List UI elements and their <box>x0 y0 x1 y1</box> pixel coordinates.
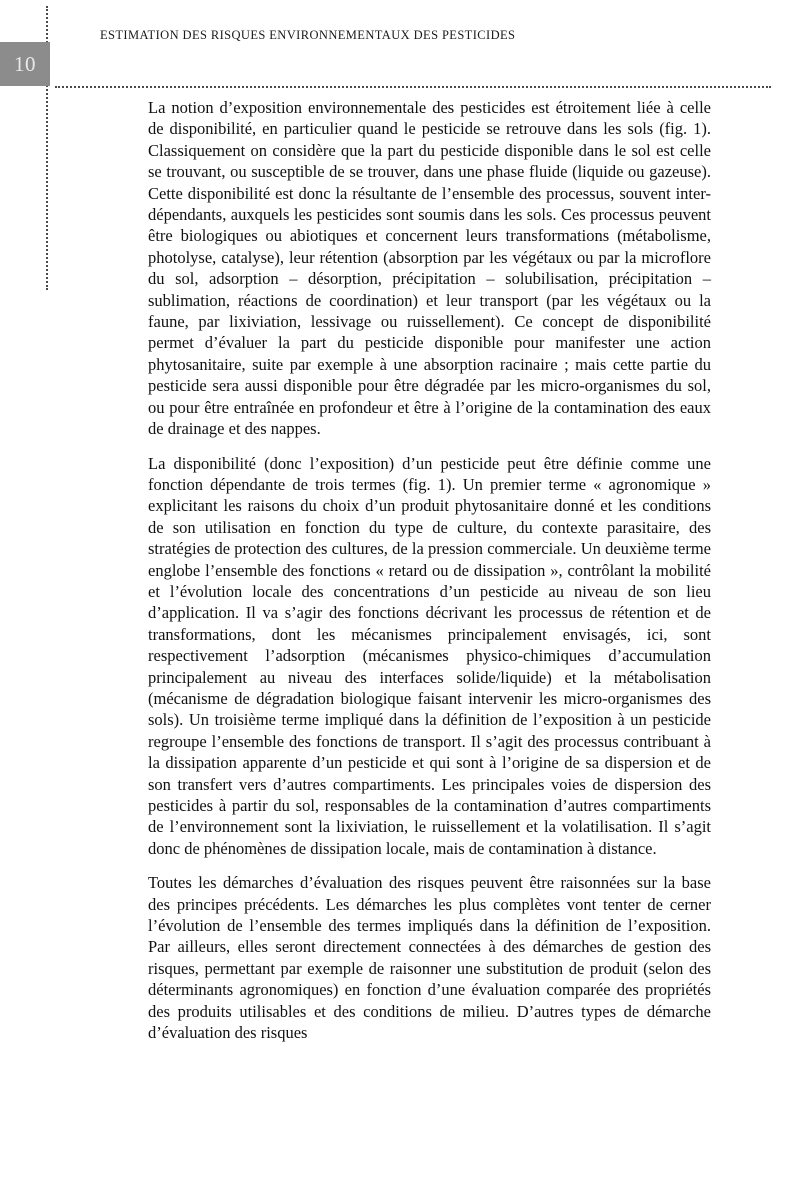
paragraph-exposition-disponibilite: La notion d’exposition environnementale des pesticides est étroitement liée à celle de disponibilité, en particulier quand le pesticide se retrouve dans les sols (fig. 1). Classiquement on considère que la part du pesticide disponible dans le sol est celle se trouvant, ou susceptible de se trouver, dans une phase fluide (liquide ou gazeuse). Cette disponibilité est donc la résultante de l’ensemble des processus, souvent inter-dépendants, auxquels les pesticides sont soumis dans les sols. Ces processus peuvent être biologiques ou abiotiques et concernent leurs transformations (métabolisme, photolyse, catalyse), leur rétention (absorption par les végétaux ou par la microflore du sol, adsorption – désorption, précipitation – solubilisation, précipitation – sublimation, réactions de coordination) et leur transport (par les végétaux ou la faune, par lixiviation, lessivage ou ruissellement). Ce concept de disponibilité permet d’évaluer la part du pesticide disponible pour manifester une action phytosanitaire, suite par exemple à une absorption racinaire ; mais cette partie du pesticide sera aussi disponible pour être dégradée par les micro-organismes du sol, ou pour être entraînée en profondeur et être à l’origine de la contamination des eaux de drainage et des nappes. <box>148 98 711 439</box>
page-number: 10 <box>14 51 36 76</box>
header-dotted-rule <box>55 86 771 88</box>
page-number-badge <box>0 42 50 86</box>
paragraph-demarches-evaluation: Toutes les démarches d’évaluation des risques peuvent être raisonnées sur la base des principes précédents. Les démarches les plus complètes vont tenter de cerner l’évolution de l’ensemble des termes impliqués dans la définition de l’exposition. Par ailleurs, elles seront directement connectées à des démarches de gestion des risques, permettant par exemple de raisonner une substitution de produit (selon des déterminants agronomiques) en fonction d’une évaluation comparée des propriétés des produits utilisables et des conditions de milieu. D’autres types de démarche d’évaluation des risques <box>148 873 711 1043</box>
body-text <box>148 97 711 1043</box>
running-header: ESTIMATION DES RISQUES ENVIRONNEMENTAUX DES PESTICIDES <box>100 28 516 42</box>
paragraph-trois-termes: La disponibilité (donc l’exposition) d’un pesticide peut être définie comme une fonction dépendante de trois termes (fig. 1). Un premier terme « agronomique » explicitant les raisons du choix d’un produit phytosanitaire donné et les conditions de son utilisation en fonction du type de culture, du contexte parasitaire, des stratégies de protection des cultures, de la pression commerciale. Un deuxième terme englobe l’ensemble des fonctions « retard ou de dissipation », contrôlant la mobilité et l’évolution locale des concentrations d’un pesticide au niveau de son lieu d’application. Il va s’agir des fonctions décrivant les processus de rétention et de transformations, dont les mécanismes principalement envisagés, ici, sont respectivement l’adsorption (mécanismes physico-chimiques d’accumulation principalement au niveau des interfaces solide/liquide) et la métabolisation (mécanisme de dégradation biologique faisant intervenir les micro-organismes des sols). Un troisième terme impliqué dans la définition de l’exposition à un pesticide regroupe l’ensemble des fonctions de transport. Il s’agit des processus contribuant à la dissipation apparente d’un pesticide et qui sont à l’origine de sa dispersion et de son transfert vers d’autres compartiments. Les principales voies de dispersion des pesticides à partir du sol, responsables de la contamination d’autres compartiments de l’environnement sont la lixiviation, le ruissellement et la volatilisation. Il s’agit donc de phénomènes de dissipation locale, mais de contamination à distance. <box>148 453 711 858</box>
